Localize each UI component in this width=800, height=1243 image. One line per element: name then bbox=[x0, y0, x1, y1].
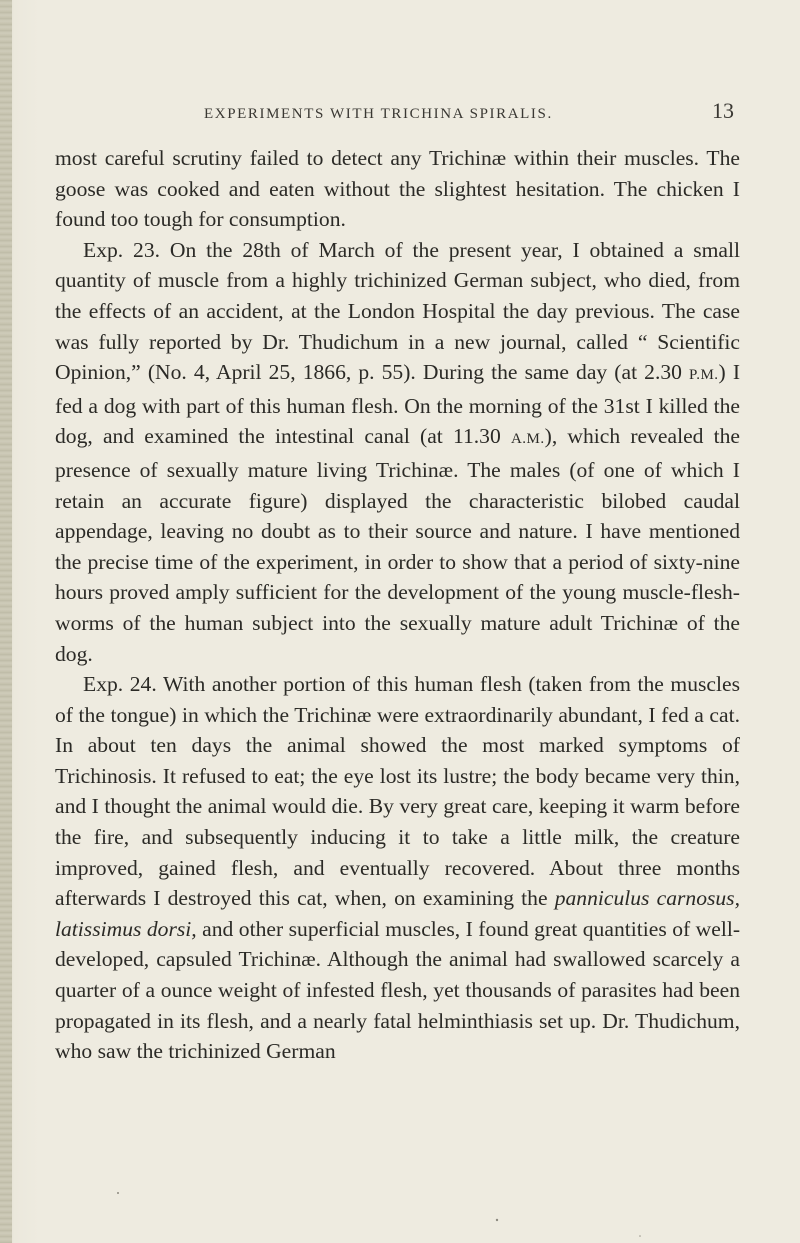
time-abbrev-am: A.M. bbox=[510, 431, 545, 448]
paragraph-text: most careful scrutiny failed to detect any Trichinæ within their muscles. The goose was cooked and eaten without the slightest hesitation. The chicken I found too tough for consumption. bbox=[55, 146, 740, 232]
page-number: 13 bbox=[712, 98, 734, 123]
latin-muscle-names: panniculus carnosus, latissimus dorsi, bbox=[55, 886, 740, 941]
time-abbrev-pm: P.M. bbox=[689, 367, 719, 384]
paragraph-text: ), which revealed the presence of sexually mature living Trichinæ. The males (of one of which I retain an accurate figure) displayed the characteristic bilobed caudal appendage, leaving no doubt as to their source and nature. I have mentioned the precise time of the experiment, in order to show that a period of sixty-nine hours proved amply sufficient for the development of the young muscle-flesh-worms of the human subject into the sexually mature adult Trichinæ of the dog. bbox=[55, 424, 741, 666]
running-title: EXPERIMENTS WITH TRICHINA SPIRALIS. bbox=[204, 106, 553, 122]
paragraph-text: Exp. 24. With another portion of this human flesh (taken from the muscles of the tongue) in which the Trichinæ were extraordinarily abundant, I fed a cat. In about ten days the animal showed the most marked symptoms of Trichinosis. It refused to eat; the eye lost its lustre; the body became very thin, and I thought the animal would die. By very great care, keeping it warm before the fire, and subsequently inducing it to take a little milk, the creature improved, gained flesh, and eventually recovered. About three months afterwards I destroyed this cat, when, on examining the bbox=[55, 672, 740, 911]
paragraph-text: ) I fed a dog with part of this human flesh. On the morning of the 31st I killed the dog, and examined the intestinal canal (at 11.30 bbox=[55, 360, 741, 449]
paragraph-text: and other superficial muscles, I found great quantities of well-developed, capsuled Trichinæ. Although the animal had swallowed scarcely a quarter of a ounce weight of infested flesh, yet thousands of parasites had been propagated in its flesh, and a nearly fatal helminthiasis set up. Dr. Thudichum, who saw the trichinized German bbox=[55, 916, 741, 1064]
paragraph-text: Exp. 23. On the 28th of March of the present year, I obtained a small quantity of muscle from a highly trichinized German subject, who died, from the effects of an accident, at the London Hospital the day previous. The case was fully reported by Dr. Thudichum in a new journal, called “ Scientific Opinion,” (No. 4, April 25, 1866, p. 55). During the same day (at 2.30 bbox=[55, 237, 740, 385]
